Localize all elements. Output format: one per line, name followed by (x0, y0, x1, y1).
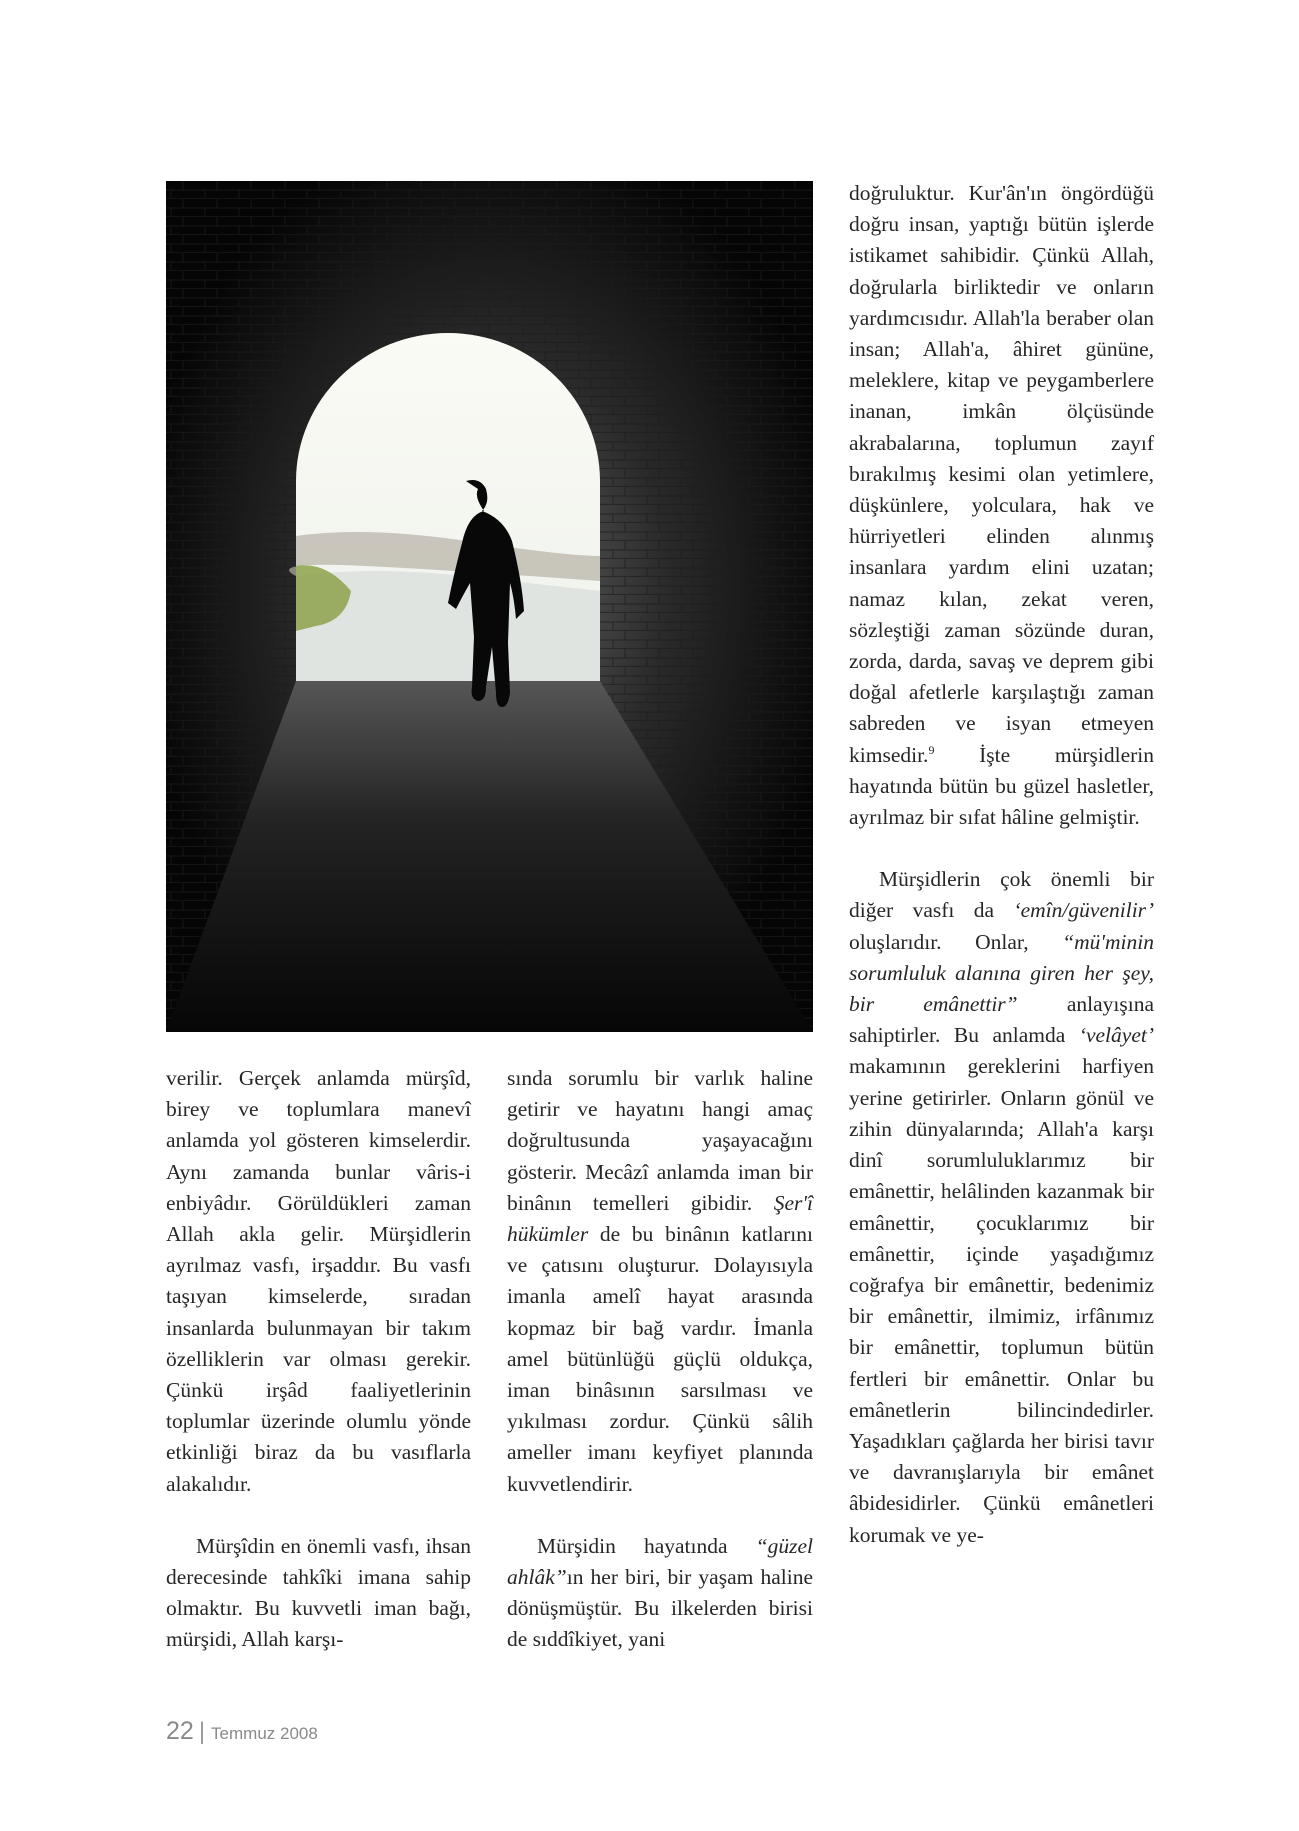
issue-date: Temmuz 2008 (211, 1724, 318, 1743)
tunnel-silhouette-photo (166, 181, 813, 1032)
emphasis: ‘velâyet’ (1078, 1023, 1154, 1048)
emphasis: “mü'minin sorumluluk alanına giren her şey, bir emânettir” (849, 929, 1154, 1017)
page-number: 22 (166, 1717, 194, 1745)
paragraph: verilir. Gerçek anlamda mürşîd, birey ve toplumlara manevî anlamda yol gösteren kimselerdir. Aynı zamanda bunlar vâris-i enbiyâdır. Görüldükleri zaman Allah akla gelir. Mürşidlerin ayrılmaz vasfı, irşaddır. Bu vasfı taşıyan kimselerde, sıradan insanlarda bulunmayan bir takım özelliklerin var olması gerekir. Çünkü irşâd faaliyetlerinin toplumlar üzerinde olumlu yönde etkinliği biraz da bu vasıflarla alakalıdır. (166, 1066, 471, 1496)
emphasis: ‘emîn/güvenilir’ (1013, 898, 1154, 923)
emphasis: Şer'î hükümler (507, 1190, 813, 1247)
paragraph: sında sorumlu bir varlık haline getirir ve hayatını hangi amaç doğrultusunda yaşayacağını gösterir. Mecâzî anlamda iman bir binânın temelleri gibidir. Şer'î hükümler de bu binânın katlarını ve çatısını oluşturur. Dolayısıyla imanla amelî hayat arasında kopmaz bir bağ vardır. İmanla amel bütünlüğü güçlü oldukça, iman binâsının sarsılması ve yıkılması zordur. Çünkü sâlih ameller imanı keyfiyet planında kuvvetlendirir. (507, 1066, 813, 1496)
footnote-marker: 9 (928, 742, 935, 757)
paragraph: Mürşîdin en önemli vasfı, ihsan derecesinde tahkîki imana sahip olmaktır. Bu kuvvetli iman bağı, mürşidi, Allah karşı- (166, 1533, 471, 1652)
paragraph: Mürşidin hayatında “güzel ahlâk”ın her biri, bir yaşam haline dönüşmüştür. Bu ilkelerden birisi de sıddîkiyet, yani (507, 1533, 813, 1652)
paragraph: doğruluktur. Kur'ân'ın öngördüğü doğru insan, yaptığı bütün işlerde istikamet sahibidir. Çünkü Allah, doğrularla birliktedir ve onların yardımcısıdır. Allah'la beraber olan insan; Allah'a, âhiret gününe, meleklere, kitap ve peygamberlere inanan, imkân ölçüsünde akrabalarına, toplumun zayıf bırakılmış kesimi olan yetimlere, düşkünlere, yolculara, hak ve hürriyetleri elinden alınmış insanlara yardım elini uzatan; namaz kılan, zekat veren, sözleştiği zaman sözünde duran, zorda, darda, savaş ve deprem gibi doğal afetlerle karşılaştığı zaman sabreden ve isyan etmeyen kimsedir.$^9$ İşte mürşidlerin hayatında bütün bu güzel hasletler, ayrılmaz bir sıfat hâline gelmiştir. (849, 181, 1154, 830)
emphasis: “güzel ahlâk” (507, 1533, 813, 1590)
text-column-1 (166, 1063, 471, 1656)
paragraph: Mürşidlerin çok önemli bir diğer vasfı da ‘emîn/güvenilir’ oluşlarıdır. Onlar, “mü'minin sorumluluk alanına giren her şey, bir emânettir” anlayışına sahiptirler. Bu anlamda ‘velâyet’ makamının gereklerini harfiyen yerine getirirler. Onların gönül ve zihin dünyalarında; Allah'a karşı dinî sorumluluklarımız bir emânettir, helâlinden kazanmak bir emânettir, çocuklarımız bir emânettir, içinde yaşadığımız coğrafya bir emânettir, bedenimiz bir emânettir, ilmimiz, irfânımız bir emânettir, toplumun bütün fertleri bir emânettir. Onlar bu emânetlerin bilincindedirler. Yaşadıkları çağlarda her birisi tavır ve davranışlarıyla bir emânet âbidesidirler. Çünkü emânetleri korumak ve ye- (849, 867, 1154, 1547)
footer-separator: | (198, 1718, 206, 1745)
text-column-2 (507, 1063, 813, 1656)
text-column-3 (849, 178, 1154, 1551)
tunnel-photo (166, 181, 813, 1032)
page-footer (166, 1717, 318, 1746)
